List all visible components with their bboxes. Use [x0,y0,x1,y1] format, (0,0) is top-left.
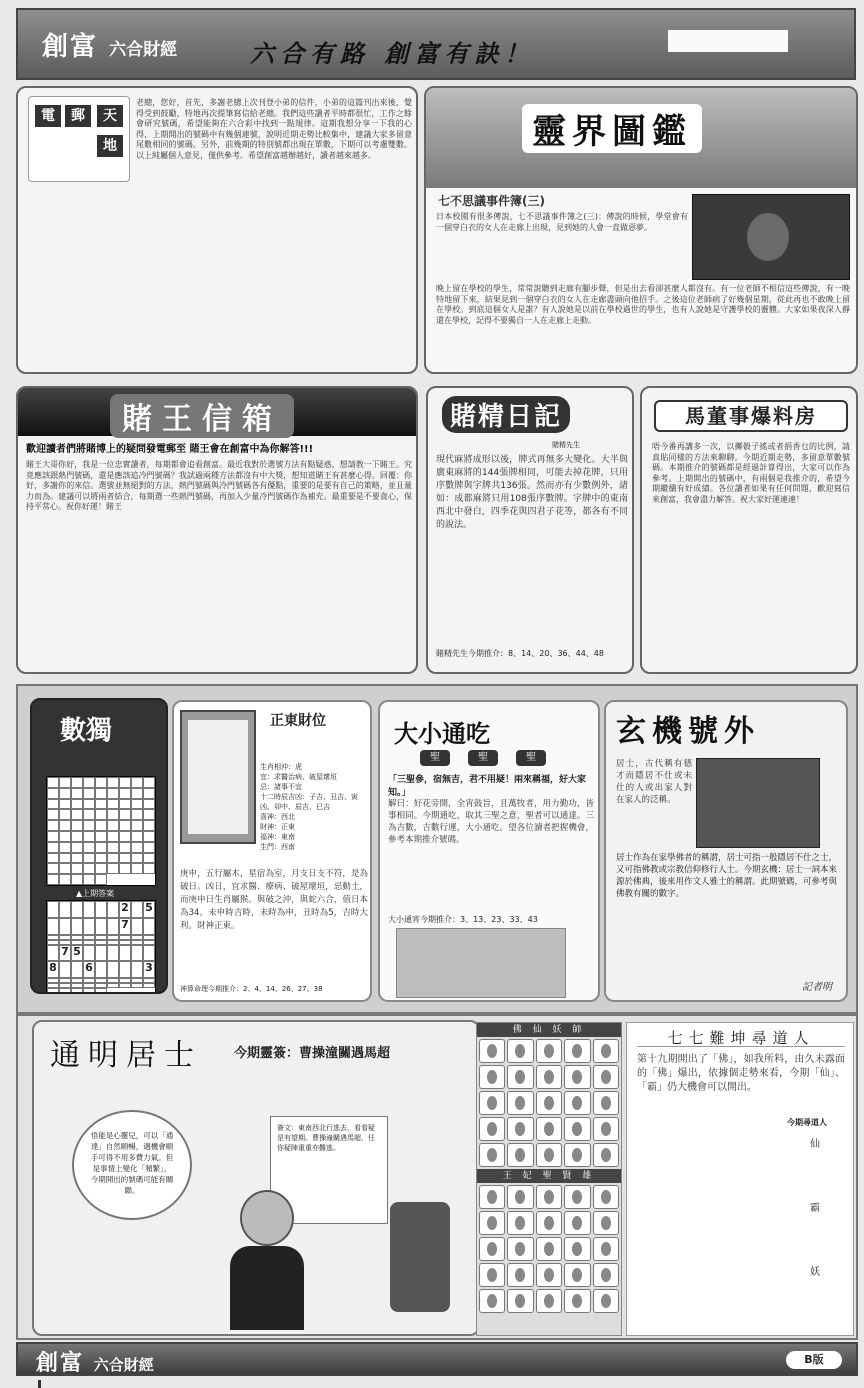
sudoku-cell [59,831,71,842]
sudoku-cell [107,983,119,988]
character-tile [507,1289,533,1313]
sudoku-cell [107,863,119,874]
character-tile [507,1185,533,1209]
sudoku-cell [143,983,155,988]
character-tile [536,1237,562,1261]
ghost-body: 晚上留在學校的學生，常常說聽到走廊有腳步聲，但是出去看卻甚麼人都沒有。有一位老師不相信這些傳說，有一晚特地留下來，結果見到一個穿白衣的女人在走廊盡頭向他招手。之後這位老師病了好幾個星期，從此再也不敢晚上留在學校。到底這個女人是誰？有人說她是以前在學校過世的學生，也有人說她是守護學校的靈體。大家如果夜深人靜還在學校，記得不要獨自一人在走廊上走動。 [436,284,850,325]
sudoku-answer-grid [46,900,156,994]
sudoku-cell [71,918,83,935]
sudoku-cell [95,961,107,978]
sudoku-cell [71,820,83,831]
sudoku-cell [71,988,83,993]
character-tile [479,1039,505,1063]
email-body: 老總，您好，首先，多謝老總上次刊登小弟的信件，小弟的這篇刊出來後，覺得受到鼓勵，特地再次提筆寫信給老總。我們這些讀者平時都很忙，工作之餘會研究號碼，希望能夠在六合彩中找到一點規律。這期我想分享一下我的心得，上期開出的號碼中有幾個連號，說明近期走勢比較集中，建議大家多留意尾數相同的號碼。另外，前幾期的特別號都出現在單數，下期可以考慮雙數。以上純屬個人意見，僅供參考。希望創富越辦越好，讀者越來越多。 [136,98,412,160]
mystic-signature: 記者明 [802,982,832,993]
sudoku-cell [83,988,95,993]
sudoku-cell [143,820,155,831]
ghost-intro: 日本校園有很多傳說，七不思議事件簿之(三)：傳說的時候，學堂會有一個穿白衣的女人在走廊上出現，見到她的人會一直做惡夢。 [436,212,688,232]
sudoku-cell [131,820,143,831]
sudoku-cell [83,874,95,885]
sudoku-cell [59,788,71,799]
sudoku-last-answer-label: ▲上期答案 [76,889,115,898]
sudoku-cell [71,853,83,864]
print-mark [38,1380,41,1388]
character-tile [479,1289,505,1313]
sudoku-cell [83,831,95,842]
sudoku-cell [47,874,59,885]
sudoku-cell [47,901,59,918]
character-tile [593,1185,619,1209]
sudoku-cell [131,842,143,853]
character-tile [536,1263,562,1287]
oracle-badge: 聖 [420,750,450,766]
sudoku-cell [59,777,71,788]
character-tile [536,1289,562,1313]
sudoku-cell [59,863,71,874]
sudoku-cell [59,988,71,993]
almanac-meta: 生肖相沖：虎 宜：求醫治病、破屋壞垣 忌：諸事不宜 十二時辰吉凶：子吉、丑吉、寅凶、卯中、辰吉、巳吉 喜神：西北 財神：正東 福神：東南 生門：西南 [260,763,358,851]
sudoku-cell [143,831,155,842]
mystic-body: 居士作為在家學佛者的稱謂，居士可指一般隱居不仕之士，又可指佛教或宗教信仰修行人士。今期玄機：居士一詞本來源於佛典，後來用作文人雅士的稱謂。此期號碼，可參考與佛教有關的數字。 [616,853,838,899]
mailbox-body: 賭王大哥你好，我是一位忠實讀者，每期都會追看創富。最近我對於選號方法有點疑惑，想請教一下賭王。究竟應該跟熱門號碼，還是應該追冷門號碼？我試過兩種方法都沒有中大獎，想知道賭王有甚麼心得。回覆：你好，多謝你的來信。選號並無絕對的方法，熱門號碼與冷門號碼各有優點，重要的是要有自己的策略，並且量力而為。建議可以將兩者結合，每期選一些熱門號碼，再加入少量冷門號碼作為補充。最重要是不要貪心，保持平常心。祝你好運！賭王 [26,460,412,511]
sudoku-cell [83,799,95,810]
brand-logo: 創富 六合財經 [42,32,178,62]
sudoku-cell [47,820,59,831]
character-tile [479,1185,505,1209]
grid-header-1: 佛 仙 妖 師 [477,1023,621,1037]
oracle-badges [420,750,546,766]
sudoku-cell [71,874,83,885]
email-icon-illustration [28,96,130,182]
sudoku-cell [71,799,83,810]
character-tile [564,1289,590,1313]
ghost-subtitle: 七不思議事件簿(三) [438,194,545,208]
email-char-3: 天 [97,105,123,127]
character-tile [536,1211,562,1235]
sudoku-cell [83,820,95,831]
sudoku-cell [59,874,71,885]
sudoku-cell [95,874,107,885]
diary-picks: 賭精先生今期推介：8、14、20、36、44、48 [436,649,604,658]
sudoku-cell [95,799,107,810]
gambler-diary [426,386,634,674]
character-tile [507,1211,533,1235]
character-tile [564,1237,590,1261]
face-icon [747,213,789,261]
ghost-title: 靈界圖鑑 [522,104,702,153]
sudoku-cell [119,820,131,831]
sudoku-cell [119,799,131,810]
character-tile [507,1039,533,1063]
sudoku-cell [83,777,95,788]
sudoku-cell [119,961,131,978]
sudoku-cell [131,863,143,874]
daoist-label: 今期尋道人 [787,1118,827,1127]
daoist-char: 霸 [810,1203,820,1214]
character-tile [507,1237,533,1261]
sudoku-cell [95,901,107,918]
sudoku-cell [131,945,143,962]
character-tiles-top [477,1037,621,1169]
sudoku-cell [71,831,83,842]
sudoku-cell [143,853,155,864]
oracle-photo [396,928,566,998]
character-tile [479,1263,505,1287]
almanac-picks: 神算命理今期推介：2、4、14、26、27、38 [180,985,323,993]
character-tile [536,1091,562,1115]
character-tile [564,1065,590,1089]
daoist-char: 妖 [810,1267,820,1278]
sudoku-cell [83,842,95,853]
sudoku-cell [119,945,131,962]
calendar-image [180,710,256,844]
sudoku-cell [119,853,131,864]
sudoku-cell [59,901,71,918]
sudoku-cell [119,983,131,988]
sudoku-cell [143,777,155,788]
gossip-title: 馬董事爆料房 [654,400,848,432]
sudoku-cell [59,842,71,853]
sudoku-cell [83,809,95,820]
diary-author: 賭精先生 [552,441,580,449]
sudoku-cell [83,788,95,799]
sudoku-cell [107,809,119,820]
sudoku-cell [47,945,59,962]
email-column [16,86,418,374]
almanac-body: 庚申，五行屬木，星宿為室，月支日支不符，是為破日。凶日，宜求醫、療病、破屋壞垣，忌動土，而庚申日生肖屬猴。與破之沖，與蛇六合，值日本為34。未申時吉時，未時為申，丑時為5，吉時大利。財神正東。 [180,869,368,931]
sudoku-cell [131,983,143,988]
character-tile [536,1065,562,1089]
sudoku-cell [95,863,107,874]
bottom-section [16,1014,858,1340]
sudoku-cell: 5 [71,945,83,962]
character-tile [479,1143,505,1167]
sudoku-cell [95,853,107,864]
slogan: 六合有路 創富有訣！ [250,39,535,68]
sudoku-cell [83,918,95,935]
sudoku-cell [143,945,155,962]
footer-bar [16,1342,858,1376]
character-tile [479,1237,505,1261]
sudoku-cell [107,820,119,831]
sudoku-grid [46,776,156,886]
character-tile [564,1117,590,1141]
sudoku-cell [131,831,143,842]
sudoku-cell [47,799,59,810]
character-tile [564,1211,590,1235]
sudoku-cell [143,799,155,810]
mystic-intro: 居士，古代稱有德才而隱居不仕或未仕的人或出家人對在家人的泛稱。 [616,759,692,805]
sudoku-cell [59,809,71,820]
ghost-banner [426,88,856,188]
sudoku-panel [30,698,168,994]
sudoku-cell [71,863,83,874]
sudoku-cell [59,918,71,935]
sudoku-cell [95,842,107,853]
character-tile [507,1143,533,1167]
sudoku-cell [107,853,119,864]
sudoku-cell [107,901,119,918]
sudoku-cell [143,863,155,874]
mailbox-title: 賭王信箱 [110,394,294,438]
sudoku-cell [83,945,95,962]
oracle-badge: 聖 [468,750,498,766]
sudoku-cell [107,777,119,788]
sudoku-cell [71,901,83,918]
speech-bubble: 悟能是心靈兒，可以「通達」自然順暢，遇機會順手可得不用多費力氣。但是事情上變化「頻繁」，今期開出的號碼可能有關聯。 [72,1110,192,1220]
character-tile [536,1039,562,1063]
daoist-char: 仙 [810,1139,820,1150]
sudoku-cell [71,961,83,978]
sudoku-title: 數獨 [60,716,113,746]
fortune-sticks-cup [390,1202,450,1312]
sudoku-cell: 8 [47,961,59,978]
diary-title: 賭精日記 [442,396,570,433]
sudoku-cell: 2 [119,901,131,918]
deity-figure [188,720,248,834]
sudoku-cell [59,961,71,978]
sudoku-cell [83,853,95,864]
sudoku-cell [95,945,107,962]
character-tile [507,1117,533,1141]
email-char-2: 郵 [65,105,91,127]
sudoku-cell [71,842,83,853]
footer-brand: 創富 六合財經 [36,1350,154,1376]
sudoku-cell [119,842,131,853]
sudoku-cell [131,961,143,978]
character-tile [536,1143,562,1167]
sudoku-cell: 3 [143,961,155,978]
sudoku-cell [131,799,143,810]
character-tile [593,1143,619,1167]
character-tile [564,1263,590,1287]
character-tiles-bottom [477,1183,621,1315]
character-grid [476,1022,622,1336]
character-tile [564,1185,590,1209]
character-tile [564,1039,590,1063]
sudoku-cell [131,777,143,788]
character-tile [593,1211,619,1235]
lot-title: 通明居士 [50,1038,202,1073]
sudoku-cell [119,809,131,820]
sudoku-cell [47,831,59,842]
mystic-photo [696,758,820,848]
almanac-title: 正東財位 [270,713,326,729]
sudoku-cell [47,788,59,799]
mailbox-banner [18,388,416,436]
mailbox-subtitle: 歡迎讀者們將賭博上的疑問發電郵至 賭王會在創富中為你解答!!! [26,444,314,455]
mystic-title: 玄機號外 [616,714,760,749]
character-tile [593,1091,619,1115]
character-tile [593,1065,619,1089]
diary-body: 現代麻將成形以後，牌式再無多大變化。大半與廣東麻將的144張牌相同，可能去掉花牌，只用序數牌與字牌共136張。然而亦有少數例外，諸如：成都麻將只用108張序數牌。字牌中的東南西北中發白，四季花與四君子花等，都各有不同的說法。 [436,455,628,530]
sudoku-cell [107,788,119,799]
sudoku-cell: 7 [59,945,71,962]
email-char-1: 電 [35,105,61,127]
sudoku-cell [143,788,155,799]
edition-badge: B版 [786,1351,842,1369]
gossip-body: 唔今番再講多一次，以擲骰子搖或者捐香乜的比例，請真貼同樣的方法來聊聊。今期近期走勢，多留意單數號碼。本期推介的號碼都是經過計算得出，大家可以作為參考。上期開出的號碼中，有兩個是我推介的，希望今期繼續有好成績。各位讀者如果有任何問題，歡迎寫信來創富，我會盡力解答。祝大家好運連連！ [652,442,850,504]
character-tile [479,1211,505,1235]
character-tile [479,1065,505,1089]
sudoku-cell [47,863,59,874]
sudoku-cell [59,853,71,864]
sudoku-cell [59,799,71,810]
oracle-body: 解曰：好花旁開，全宵鼓旨，且萬牧者，用力勤功，皆事相同。今期通吃，取其三聖之意，聖者可以通達。三為吉數，吉數行運，大小通吃。望各位讀者把握機會，參考本期推介號碼。 [388,799,594,845]
sudoku-cell [95,809,107,820]
character-tile [593,1289,619,1313]
ghost-photo [692,194,850,280]
sudoku-cell [47,853,59,864]
character-tile [479,1091,505,1115]
sudoku-cell [83,863,95,874]
cartoon-person [222,1190,312,1330]
sudoku-cell [131,809,143,820]
character-tile [593,1263,619,1287]
sudoku-cell [47,777,59,788]
sudoku-cell [95,777,107,788]
sudoku-cell [83,901,95,918]
lot-subtitle: 今期靈簽：曹操潼關遇馬超 [234,1046,391,1061]
person-head-icon [240,1190,294,1246]
sudoku-cell [95,988,107,993]
character-tile [564,1091,590,1115]
middle-section [16,684,858,1014]
ghost-column [424,86,858,374]
daoist-panel [626,1022,854,1336]
sudoku-cell [95,918,107,935]
sudoku-cell [47,988,59,993]
sudoku-cell [107,831,119,842]
sudoku-cell [107,799,119,810]
character-tile [507,1091,533,1115]
email-char-4: 地 [97,135,123,157]
sudoku-cell [47,918,59,935]
sudoku-cell [143,918,155,935]
fortune-lot-panel [32,1020,480,1336]
sudoku-cell: 6 [83,961,95,978]
sudoku-cell [119,831,131,842]
character-tile [536,1185,562,1209]
oracle-title: 大小通吃 [394,719,490,748]
sudoku-cell [59,820,71,831]
gambling-mailbox [16,386,418,674]
character-tile [507,1065,533,1089]
character-tile [507,1263,533,1287]
sudoku-cell [47,809,59,820]
grid-header-2: 王 妃 聖 賢 雄 [477,1169,621,1183]
sudoku-cell [131,918,143,935]
sudoku-cell [107,842,119,853]
sudoku-cell [119,863,131,874]
sudoku-cell [119,788,131,799]
oracle-headline: 「三聖參，宿無吉，君不用疑！兩來稱福，好大家知。」 [388,775,587,798]
sudoku-cell [131,901,143,918]
oracle-panel [378,700,600,1002]
sudoku-cell [143,842,155,853]
sudoku-cell [71,777,83,788]
mystic-extra-panel [604,700,848,1002]
character-tile [479,1117,505,1141]
redacted-block [668,30,788,52]
gossip-room [640,386,858,674]
sudoku-cell [119,777,131,788]
daoist-title: 七七難坤尋道人 [637,1027,845,1047]
sudoku-cell [47,842,59,853]
character-tile [536,1117,562,1141]
character-tile [593,1237,619,1261]
sudoku-cell [131,853,143,864]
sudoku-cell [107,961,119,978]
sudoku-cell [71,809,83,820]
character-tile [593,1117,619,1141]
sudoku-cell [143,809,155,820]
sudoku-cell [131,788,143,799]
daoist-body: 第十九期開出了「佛」，如我所料，由久未露面的「佛」爆出，依據個走勢來看，今期「仙」、「霸」仍大機會可以開出。 [637,1054,845,1093]
sudoku-cell [95,788,107,799]
sudoku-cell [95,820,107,831]
masthead [16,8,856,80]
oracle-picks: 大小通宵今期推介：3、13、23、33、43 [388,915,538,924]
sudoku-cell [71,788,83,799]
sudoku-cell [95,831,107,842]
sudoku-cell [107,945,119,962]
almanac-panel [172,700,372,1002]
oracle-badge: 聖 [516,750,546,766]
lot-scroll: 簽文：東南西北行逃去，看看疑是有望期。曹操潼關遇馬超，任你疑陣重重亦難逃。 [270,1116,388,1224]
sudoku-cell: 7 [119,918,131,935]
character-tile [564,1143,590,1167]
person-body-icon [230,1246,304,1330]
character-tile [593,1039,619,1063]
sudoku-cell: 5 [143,901,155,918]
sudoku-cell [107,918,119,935]
